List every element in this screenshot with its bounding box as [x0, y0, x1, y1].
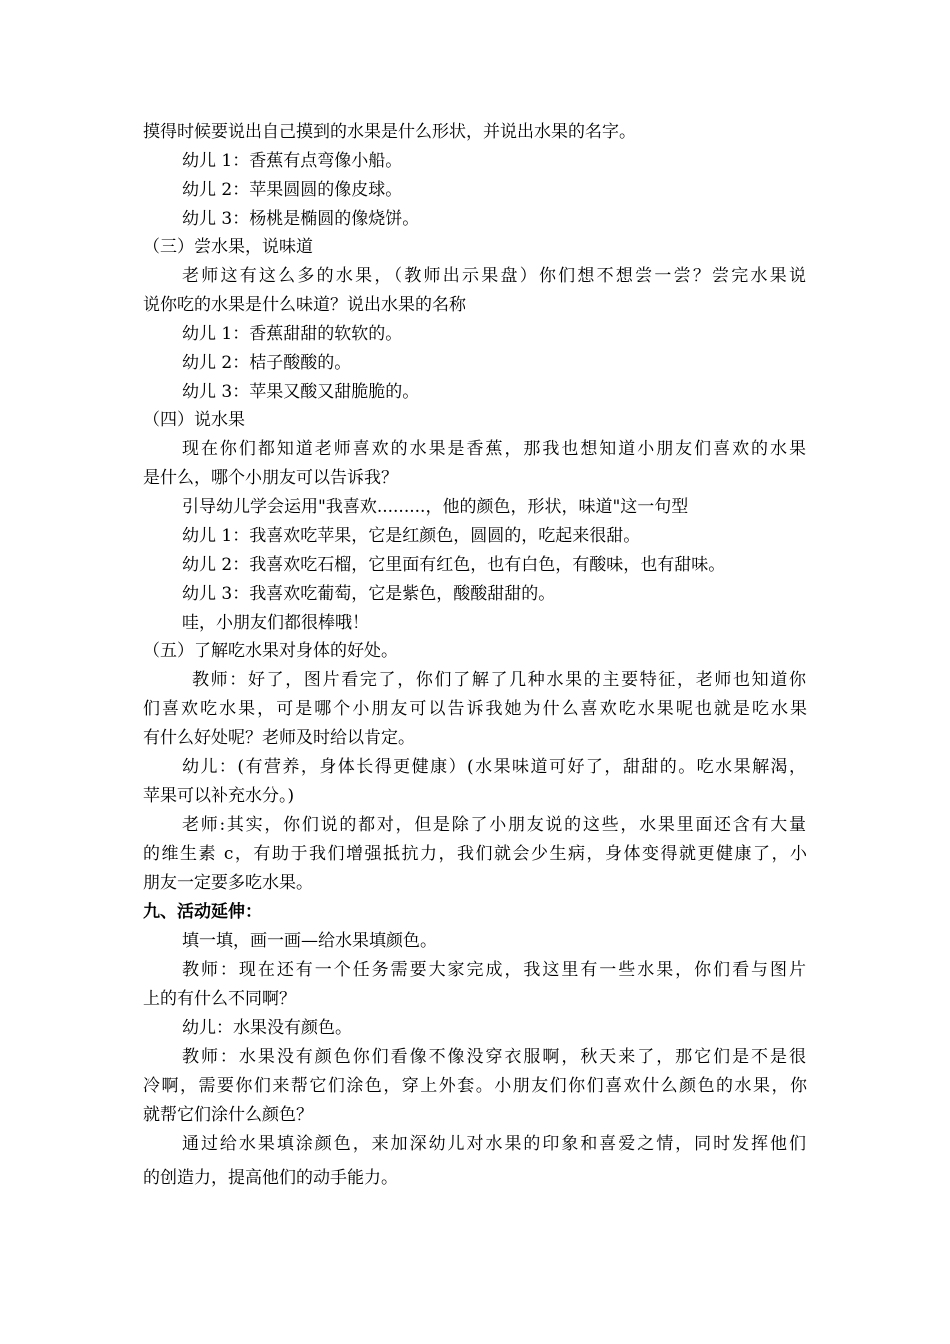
paragraph-line: 老师:其实，你们说的都对，但是除了小朋友说的这些，水果里面还含有大量: [182, 815, 806, 835]
child-answer-3: 幼儿 3：苹果又酸又甜脆脆的。: [182, 382, 420, 402]
paragraph-line: 教师：现在还有一个任务需要大家完成，我这里有一些水果，你们看与图片: [182, 960, 806, 980]
child-answer-1: 幼儿 1：我喜欢吃苹果，它是红颜色，圆圆的，吃起来很甜。: [182, 526, 641, 546]
section-heading-5: （五）了解吃水果对身体的好处。: [143, 641, 398, 661]
paragraph-line: 老师这有这么多的水果，（教师出示果盘）你们想不想尝一尝？尝完水果说: [182, 266, 806, 286]
child-answer-2: 幼儿 2：苹果圆圆的像皮球。: [182, 180, 403, 200]
paragraph-line: 有什么好处呢？老师及时给以肯定。: [143, 728, 415, 748]
paragraph-line: 引导幼儿学会运用"我喜欢.........，他的颜色，形状，味道"这一句型: [182, 497, 689, 517]
paragraph-line: 摸得时候要说出自己摸到的水果是什么形状，并说出水果的名字。: [143, 122, 636, 142]
paragraph-line: 朋友一定要多吃水果。: [143, 873, 313, 893]
paragraph-line: 的创造力，提高他们的动手能力。: [143, 1168, 398, 1188]
child-answer-2: 幼儿 2：我喜欢吃石榴，它里面有红色，也有白色，有酸味，也有甜味。: [182, 555, 726, 575]
paragraph-line: 就帮它们涂什么颜色？: [143, 1105, 313, 1125]
paragraph-line: 是什么，哪个小朋友可以告诉我？: [143, 468, 398, 488]
child-answer-1: 幼儿 1：香蕉甜甜的软软的。: [182, 324, 403, 344]
paragraph-line: 现在你们都知道老师喜欢的水果是香蕉，那我也想知道小朋友们喜欢的水果: [182, 439, 806, 459]
paragraph-line: 上的有什么不同啊？: [143, 989, 296, 1009]
child-answer-2: 幼儿 2：桔子酸酸的。: [182, 353, 352, 373]
section-heading-9: 九、活动延伸：: [143, 902, 262, 922]
child-answer-1: 幼儿 1：香蕉有点弯像小船。: [182, 151, 403, 171]
child-answer-3: 幼儿 3：杨桃是椭圆的像烧饼。: [182, 209, 420, 229]
paragraph-line: 苹果可以补充水分。): [143, 786, 295, 806]
paragraph-line: 的维生素 c，有助于我们增强抵抗力，我们就会少生病，身体变得就更健康了，小: [143, 844, 807, 864]
section-heading-3: （三）尝水果，说味道: [143, 237, 313, 257]
paragraph-line: 冷啊，需要你们来帮它们涂色，穿上外套。小朋友们你们喜欢什么颜色的水果，你: [143, 1076, 807, 1096]
paragraph-line: 哇，小朋友们都很棒哦！: [182, 613, 369, 633]
paragraph-line: 幼儿：水果没有颜色。: [182, 1018, 352, 1038]
section-heading-4: （四）说水果: [143, 410, 245, 430]
child-answer-3: 幼儿 3：我喜欢吃葡萄，它是紫色，酸酸甜甜的。: [182, 584, 556, 604]
paragraph-line: 说你吃的水果是什么味道？说出水果的名称: [143, 295, 466, 315]
paragraph-line: 幼儿：(有营养，身体长得更健康）(水果味道可好了，甜甜的。吃水果解渴，: [182, 757, 806, 777]
paragraph-line: 通过给水果填涂颜色，来加深幼儿对水果的印象和喜爱之情，同时发挥他们: [182, 1134, 806, 1154]
paragraph-line: 填一填，画一画—给水果填颜色。: [182, 931, 437, 951]
paragraph-line: 教师：水果没有颜色你们看像不像没穿衣服啊，秋天来了，那它们是不是很: [182, 1047, 806, 1067]
paragraph-line: 教师：好了，图片看完了，你们了解了几种水果的主要特征，老师也知道你: [192, 670, 806, 690]
paragraph-line: 们喜欢吃水果，可是哪个小朋友可以告诉我她为什么喜欢吃水果呢也就是吃水果: [143, 699, 807, 719]
